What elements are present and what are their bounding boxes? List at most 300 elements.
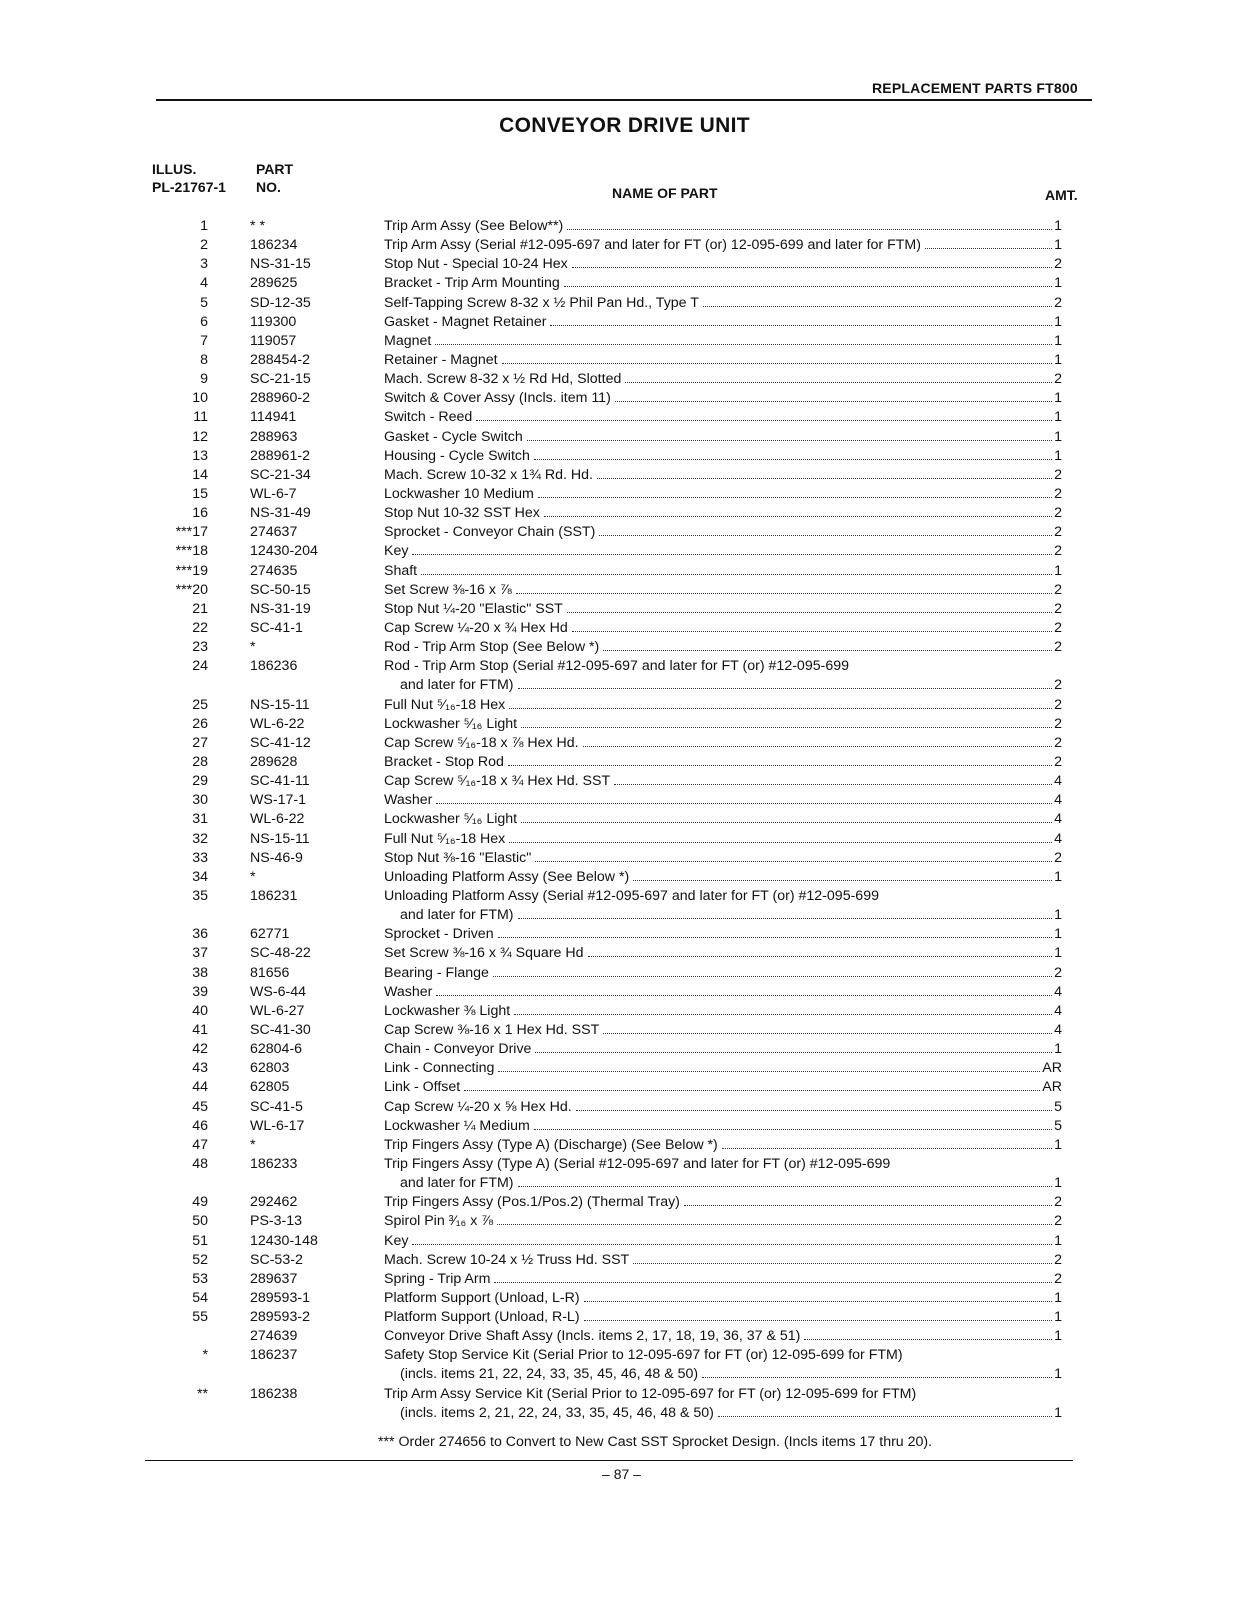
illus-number: 46 <box>192 1117 208 1134</box>
illus-number: 26 <box>192 715 208 732</box>
footer-rule <box>145 1460 1073 1461</box>
part-name: Self-Tapping Screw 8-32 x ½ Phil Pan Hd., Type T <box>384 294 699 311</box>
illus-number: 32 <box>192 830 208 847</box>
table-row <box>150 619 1062 638</box>
dot-leader <box>684 1204 1052 1206</box>
part-description <box>384 849 1062 868</box>
part-number: 12430-148 <box>250 1232 318 1249</box>
illus-number: ***17 <box>175 524 208 541</box>
part-name: Trip Arm Assy (See Below**) <box>384 218 564 234</box>
amount: AR <box>1042 1079 1062 1096</box>
part-name: Chain - Conveyor Drive <box>384 1041 532 1058</box>
part-description <box>384 389 1062 408</box>
dot-leader <box>498 1070 1040 1072</box>
dot-leader <box>518 687 1053 689</box>
part-number: NS-31-19 <box>250 600 311 617</box>
table-row <box>150 1232 1062 1251</box>
dot-leader <box>544 515 1052 517</box>
parts-list <box>150 217 1062 1423</box>
amount: 2 <box>1054 696 1062 713</box>
illus-number: 41 <box>192 1021 208 1038</box>
part-description <box>384 925 1062 944</box>
illus-number: 42 <box>192 1041 208 1058</box>
part-number: WL-6-22 <box>250 811 305 828</box>
part-description <box>384 485 1062 504</box>
part-name: Magnet <box>384 332 432 349</box>
part-number: WL-6-27 <box>250 1002 305 1019</box>
part-number: NS-46-9 <box>250 849 303 866</box>
part-description <box>384 638 1062 657</box>
column-header-part <box>256 160 293 196</box>
illus-number: 48 <box>192 1155 208 1172</box>
part-name: Spring - Trip Arm <box>384 1270 491 1287</box>
amount: 1 <box>1054 237 1062 254</box>
table-row <box>150 600 1062 619</box>
part-description <box>384 1327 1062 1346</box>
illus-number: 14 <box>192 466 208 483</box>
table-row <box>150 657 1062 695</box>
part-description <box>384 791 1062 810</box>
part-number: 186237 <box>250 1347 298 1364</box>
illus-number: 43 <box>192 1060 208 1077</box>
part-number: 12430-204 <box>250 543 318 560</box>
part-number: 186236 <box>250 658 298 675</box>
column-header-amt: AMT. <box>1045 187 1078 203</box>
part-number: 119300 <box>250 313 297 330</box>
table-row <box>150 236 1062 255</box>
part-description <box>384 964 1062 983</box>
part-number: * <box>250 1136 256 1153</box>
part-description <box>384 217 1062 236</box>
part-name-continued: and later for FTM) <box>400 907 514 924</box>
part-description <box>384 944 1062 963</box>
part-name: Sprocket - Driven <box>384 926 494 943</box>
part-number: SC-41-30 <box>250 1021 311 1038</box>
amount: 4 <box>1054 1021 1062 1038</box>
column-header-name: NAME OF PART <box>612 185 718 201</box>
illus-number: 15 <box>192 485 208 502</box>
part-description <box>384 1040 1062 1059</box>
dot-leader <box>516 592 1052 594</box>
part-name-continued: and later for FTM) <box>400 1175 514 1192</box>
part-description <box>384 1098 1062 1117</box>
dot-leader <box>464 1089 1040 1091</box>
table-row <box>150 1270 1062 1289</box>
part-number: 288961-2 <box>250 447 310 464</box>
illus-number: 30 <box>192 792 208 809</box>
dot-leader <box>435 343 1052 345</box>
illus-number: 22 <box>192 619 208 636</box>
dot-leader <box>497 1223 1052 1225</box>
part-description <box>384 466 1062 485</box>
part-description <box>384 1251 1062 1270</box>
dot-leader <box>509 841 1052 843</box>
part-number: 62803 <box>250 1060 290 1077</box>
table-row <box>150 1155 1062 1193</box>
part-description <box>384 562 1062 581</box>
part-name: Washer <box>384 983 433 1000</box>
table-row <box>150 1117 1062 1136</box>
table-row <box>150 1059 1062 1078</box>
amount: 4 <box>1054 983 1062 1000</box>
table-row <box>150 1002 1062 1021</box>
table-row <box>150 523 1062 542</box>
illus-number: 40 <box>192 1002 208 1019</box>
illus-number: 8 <box>200 351 208 368</box>
amount: 1 <box>1054 1232 1062 1249</box>
part-name: Lockwasher ⁵⁄₁₆ Light <box>384 715 518 732</box>
dot-leader <box>550 324 1052 326</box>
dot-leader <box>493 975 1052 977</box>
part-number: SC-53-2 <box>250 1251 303 1268</box>
part-name: Stop Nut ¼-20 "Elastic" SST <box>384 600 563 617</box>
dot-leader <box>514 1013 1052 1015</box>
illus-number: 50 <box>192 1213 208 1230</box>
table-row <box>150 428 1062 447</box>
table-row <box>150 810 1062 829</box>
table-row <box>150 925 1062 944</box>
illus-number: 9 <box>200 371 208 388</box>
table-row <box>150 772 1062 791</box>
part-description <box>384 542 1062 561</box>
illus-number: 29 <box>192 773 208 790</box>
part-description <box>384 1155 1062 1193</box>
amount: 1 <box>1054 1366 1062 1383</box>
part-name: Key <box>384 543 409 560</box>
illus-number: 33 <box>192 849 208 866</box>
part-name: Retainer - Magnet <box>384 351 498 368</box>
part-number: NS-15-11 <box>250 830 310 847</box>
amount: 2 <box>1054 371 1062 388</box>
part-description <box>384 1136 1062 1155</box>
amount: 1 <box>1054 428 1062 445</box>
dot-leader <box>703 305 1052 307</box>
table-row <box>150 447 1062 466</box>
amount: 5 <box>1054 1098 1062 1115</box>
part-number: SC-41-12 <box>250 734 311 751</box>
part-number: 289593-1 <box>250 1289 310 1306</box>
part-name: Set Screw ⅜-16 x ⅞ <box>384 581 512 598</box>
part-name: Gasket - Cycle Switch <box>384 428 523 445</box>
illus-number: 54 <box>192 1289 208 1306</box>
illus-number: 4 <box>200 275 208 292</box>
illus-number: 11 <box>193 409 208 426</box>
table-row <box>150 887 1062 925</box>
dot-leader <box>534 1128 1052 1130</box>
dot-leader <box>567 228 1052 230</box>
part-description <box>384 408 1062 427</box>
illus-number: 47 <box>192 1136 208 1153</box>
illus-number: 12 <box>192 428 208 445</box>
part-description <box>384 370 1062 389</box>
part-description <box>384 715 1062 734</box>
part-name: Unloading Platform Assy (See Below *) <box>384 868 630 885</box>
part-name: Trip Fingers Assy (Type A) (Serial #12-095-697 and later for FT (or) #12-095-699 <box>384 1155 891 1172</box>
illus-number: 36 <box>192 926 208 943</box>
table-row <box>150 1078 1062 1097</box>
dot-leader <box>576 1109 1052 1111</box>
part-number: SC-48-22 <box>250 945 311 962</box>
part-description <box>384 236 1062 255</box>
part-number: 288960-2 <box>250 390 310 407</box>
part-name: Housing - Cycle Switch <box>384 447 530 464</box>
part-description <box>384 313 1062 332</box>
illus-number: ***20 <box>175 581 208 598</box>
part-name: Safety Stop Service Kit (Serial Prior to 12-095-697 for FT (or) 12-095-699 for FTM) <box>384 1347 903 1364</box>
part-description <box>384 428 1062 447</box>
page-number: – 87 – <box>602 1466 641 1482</box>
illus-number: 34 <box>192 868 208 885</box>
part-number: SC-41-5 <box>250 1098 303 1115</box>
amount: 1 <box>1054 1404 1062 1421</box>
amount: 2 <box>1054 294 1062 311</box>
part-description <box>384 1289 1062 1308</box>
column-header-illus <box>152 160 226 196</box>
dot-leader <box>509 707 1052 709</box>
illus-number: 27 <box>192 734 208 751</box>
amount: 4 <box>1054 830 1062 847</box>
table-row <box>150 1289 1062 1308</box>
part-name: Trip Arm Assy Service Kit (Serial Prior to 12-095-697 for FT (or) 12-095-699 for FTM) <box>384 1385 917 1402</box>
dot-leader <box>603 1032 1052 1034</box>
part-name: Set Screw ⅜-16 x ¾ Square Hd <box>384 945 584 962</box>
dot-leader <box>572 630 1052 632</box>
table-row <box>150 1193 1062 1212</box>
part-number: NS-31-15 <box>250 256 311 273</box>
document-header: REPLACEMENT PARTS FT800 <box>872 80 1078 96</box>
part-description <box>384 1385 1062 1423</box>
amount: 1 <box>1054 1175 1062 1192</box>
dot-leader <box>436 994 1052 996</box>
dot-leader <box>588 955 1053 957</box>
amount: 1 <box>1054 313 1062 330</box>
part-description <box>384 868 1062 887</box>
dot-leader <box>584 1319 1053 1321</box>
part-number: 288454-2 <box>250 351 310 368</box>
illus-number: 44 <box>192 1079 208 1096</box>
part-number: 114941 <box>250 409 297 426</box>
part-description <box>384 1308 1062 1327</box>
part-name: Shaft <box>384 562 418 579</box>
table-row <box>150 255 1062 274</box>
part-description <box>384 1212 1062 1231</box>
part-name: Sprocket - Conveyor Chain (SST) <box>384 524 596 541</box>
column-header-illus-line1: ILLUS. <box>152 161 197 177</box>
illus-number: 37 <box>192 945 208 962</box>
part-number: 62804-6 <box>250 1041 303 1058</box>
dot-leader <box>498 936 1053 938</box>
dot-leader <box>518 1185 1053 1187</box>
table-row <box>150 983 1062 1002</box>
table-row <box>150 217 1062 236</box>
table-row <box>150 294 1062 313</box>
amount: 2 <box>1054 849 1062 866</box>
illus-number: 52 <box>192 1251 208 1268</box>
table-row <box>150 370 1062 389</box>
table-row <box>150 274 1062 293</box>
part-name: Spirol Pin ³⁄₁₆ x ⅞ <box>384 1213 494 1230</box>
amount: 2 <box>1054 524 1062 541</box>
dot-leader <box>583 745 1053 747</box>
table-row <box>150 351 1062 370</box>
illus-number: ** <box>196 1385 208 1402</box>
illus-number: 53 <box>192 1270 208 1287</box>
part-description <box>384 772 1062 791</box>
part-name: Unloading Platform Assy (Serial #12-095-697 and later for FT (or) #12-095-699 <box>384 887 879 904</box>
part-description <box>384 1002 1062 1021</box>
illus-number: ***19 <box>175 562 208 579</box>
table-row <box>150 791 1062 810</box>
part-name: Cap Screw ⁵⁄₁₆-18 x ¾ Hex Hd. SST <box>384 773 611 790</box>
table-row <box>150 581 1062 600</box>
amount: 4 <box>1054 792 1062 809</box>
dot-leader <box>535 860 1052 862</box>
part-number: 274635 <box>250 562 298 579</box>
table-row <box>150 562 1062 581</box>
part-name: Mach. Screw 10-24 x ½ Truss Hd. SST <box>384 1251 630 1268</box>
amount: 1 <box>1054 351 1062 368</box>
part-name-continued: (incls. items 21, 22, 24, 33, 35, 45, 46, 48 & 50) <box>400 1366 699 1383</box>
dot-leader <box>421 573 1052 575</box>
dot-leader <box>625 381 1052 383</box>
part-description <box>384 734 1062 753</box>
dot-leader <box>508 764 1052 766</box>
table-row <box>150 1098 1062 1117</box>
column-header-illus-line2: PL-21767-1 <box>152 179 226 195</box>
part-name-continued: (incls. items 2, 21, 22, 24, 33, 35, 45, 46, 48 & 50) <box>400 1404 714 1421</box>
part-description <box>384 1232 1062 1251</box>
part-number: 119057 <box>250 332 297 349</box>
table-row <box>150 849 1062 868</box>
dot-leader <box>518 917 1053 919</box>
illus-number: 3 <box>200 256 208 273</box>
dot-leader <box>567 611 1052 613</box>
part-number: 186238 <box>250 1385 298 1402</box>
part-name: Mach. Screw 10-32 x 1¾ Rd. Hd. <box>384 466 593 483</box>
dot-leader <box>476 419 1052 421</box>
part-description <box>384 332 1062 351</box>
amount: 2 <box>1054 600 1062 617</box>
part-number: * <box>250 868 256 885</box>
dot-leader <box>502 362 1053 364</box>
amount: 2 <box>1054 543 1062 560</box>
part-number: 289628 <box>250 753 298 770</box>
amount: 2 <box>1054 1270 1062 1287</box>
part-number: 186233 <box>250 1155 298 1172</box>
part-description <box>384 274 1062 293</box>
part-description <box>384 600 1062 619</box>
table-row <box>150 408 1062 427</box>
amount: 2 <box>1054 619 1062 636</box>
part-name: Link - Offset <box>384 1079 461 1096</box>
dot-leader <box>584 1300 1053 1302</box>
part-name: Stop Nut ⅜-16 "Elastic" <box>384 849 532 866</box>
part-name: Bracket - Trip Arm Mounting <box>384 275 560 292</box>
part-number: SC-21-15 <box>250 371 311 388</box>
amount: 2 <box>1054 466 1062 483</box>
illus-number: ***18 <box>175 543 208 560</box>
part-number: SC-21-34 <box>250 466 311 483</box>
illus-number: 23 <box>192 639 208 656</box>
section-title: CONVEYOR DRIVE UNIT <box>499 114 750 137</box>
part-number: 288963 <box>250 428 298 445</box>
part-name: Cap Screw ¼-20 x ⅝ Hex Hd. <box>384 1098 572 1115</box>
table-row <box>150 868 1062 887</box>
part-description <box>384 351 1062 370</box>
table-row <box>150 389 1062 408</box>
illus-number: 10 <box>192 390 208 407</box>
part-number: WS-17-1 <box>250 792 306 809</box>
amount: 2 <box>1054 1194 1062 1211</box>
illus-number: 2 <box>200 237 208 254</box>
part-name: Switch & Cover Assy (Incls. item 11) <box>384 390 611 407</box>
part-number: 62771 <box>250 926 290 943</box>
illus-number: 28 <box>192 753 208 770</box>
part-number: * <box>250 639 256 656</box>
table-row <box>150 313 1062 332</box>
part-name: Full Nut ⁵⁄₁₆-18 Hex <box>384 830 506 847</box>
amount: 1 <box>1054 562 1062 579</box>
part-number: 289637 <box>250 1270 298 1287</box>
amount: 1 <box>1054 868 1062 885</box>
dot-leader <box>614 783 1052 785</box>
part-name: Lockwasher ⁵⁄₁₆ Light <box>384 811 518 828</box>
dot-leader <box>494 1281 1052 1283</box>
part-description <box>384 1059 1062 1078</box>
table-row <box>150 1308 1062 1327</box>
dot-leader <box>436 802 1052 804</box>
amount: 1 <box>1054 1328 1062 1345</box>
illus-number: * <box>202 1347 208 1364</box>
illus-number: 25 <box>192 696 208 713</box>
dot-leader <box>412 1243 1052 1245</box>
part-description <box>384 983 1062 1002</box>
part-number: 274639 <box>250 1328 298 1345</box>
amount: 2 <box>1054 715 1062 732</box>
part-description <box>384 1078 1062 1097</box>
part-description <box>384 696 1062 715</box>
part-name: Stop Nut 10-32 SST Hex <box>384 505 540 522</box>
part-name: Switch - Reed <box>384 409 473 426</box>
table-row <box>150 1346 1062 1384</box>
illus-number: 31 <box>192 811 208 828</box>
table-row <box>150 1212 1062 1231</box>
amount: 1 <box>1054 218 1062 234</box>
part-number: 62805 <box>250 1079 290 1096</box>
part-name: Cap Screw ¼-20 x ¾ Hex Hd <box>384 619 568 636</box>
part-number: NS-31-49 <box>250 505 311 522</box>
part-description <box>384 1117 1062 1136</box>
part-number: WL-6-17 <box>250 1117 305 1134</box>
amount: 5 <box>1054 1117 1062 1134</box>
dot-leader <box>718 1415 1052 1417</box>
part-name: Full Nut ⁵⁄₁₆-18 Hex <box>384 696 506 713</box>
amount: 1 <box>1054 409 1062 426</box>
table-row <box>150 466 1062 485</box>
dot-leader <box>603 649 1052 651</box>
illus-number: 38 <box>192 964 208 981</box>
part-number: 289593-2 <box>250 1309 310 1326</box>
part-description <box>384 657 1062 695</box>
amount: 2 <box>1054 581 1062 598</box>
dot-leader <box>804 1338 1052 1340</box>
part-description <box>384 447 1062 466</box>
table-row <box>150 1136 1062 1155</box>
table-row <box>150 542 1062 561</box>
part-description <box>384 887 1062 925</box>
footnote: *** Order 274656 to Convert to New Cast SST Sprocket Design. (Incls items 17 thru 20). <box>378 1434 933 1450</box>
part-description <box>384 753 1062 772</box>
